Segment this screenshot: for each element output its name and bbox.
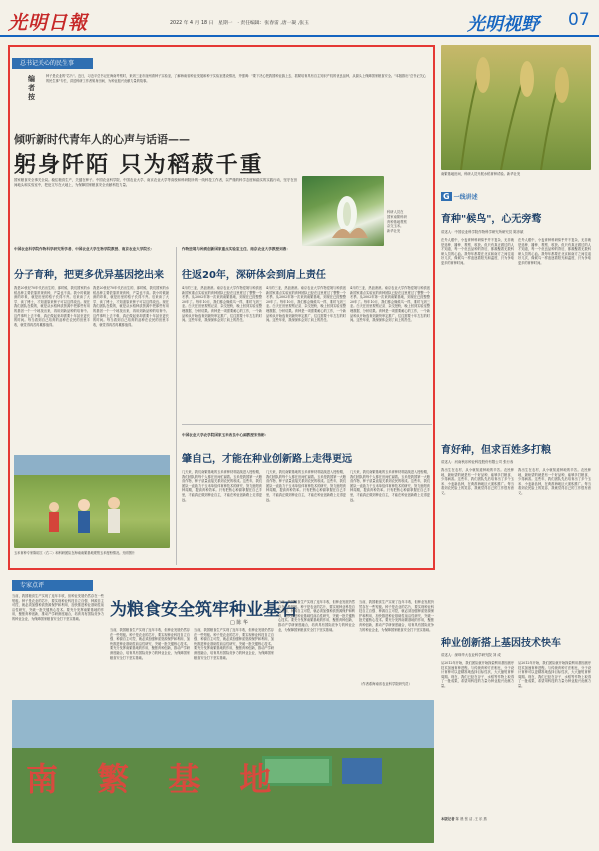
feature-intro: 国家粮食安全事关全局。稳住粮食生产，关键在种子。中国农业科学院、中国农业大学、南京农业大学等高校和科研院所的一线科技工作者，以严谨的科学态度和踏实的实践行动，坚守在田间地头和实验室中，把论文写在大地上，为保障国家粮食安全贡献科技力量。	[14, 178, 297, 188]
date-line: 2022 年 4 月 18 日 星期一 · 责任编辑：张春雷 ,唐一凝 ,张玉	[170, 21, 309, 26]
art3-body-col1: 从2012年开始，我们团队就开始探索利用基因测序技术加速育种进程。与传统育种方法相比，分子设计育种可以更精准地选择目标性状，大大缩短育种周期。现在，我们已经在谷子、水稻等作物上取得了一批成果，希望用科技的力量为种业振兴贡献力量。	[441, 661, 514, 688]
corn-photo	[302, 176, 384, 246]
feature-headline: 躬身阡陌 只为稻菽千重	[14, 153, 264, 178]
rice-photo-caption: 南繁基地田间，科研人员开展水稻育种试验。新华社发	[441, 172, 521, 176]
page-number: 07	[568, 10, 590, 30]
bottom-ending-note: （作者系海南省农业科学院研究员）	[359, 682, 412, 686]
expert-column-tag: 专家点评	[12, 580, 93, 591]
bottom-body-col5: 当前，我国粮食生产实现了连年丰收，但种业发展仍然存在一些短板。种子是农业的芯片，要实现种业科技自立自强、种源自主可控，就必须加强种质资源保护和利用，加快推进种业基础性前沿性研究，突破一批关键核心技术。要充分发挥南繁基地的作用，聚焦育种创新，推动产学研深度融合，培育具有国际竞争力的种业企业，为保障国家粮食安全打下坚实基础。	[359, 600, 434, 632]
bottom-headline: 为粮食安全筑牢种业基石	[110, 600, 297, 620]
feature-kicker: 倾听新时代青年人的心声与话语——	[14, 133, 190, 146]
bottom-body-col2: 当前，我国粮食生产实现了连年丰收，但种业发展仍然存在一些短板。种子是农业的芯片，要实现种业科技自立自强、种源自主可控，就必须加强种质资源保护和利用，加快推进种业基础性前沿性研究，突破一批关键核心技术。要充分发挥南繁基地的作用，聚焦育种创新，推动产学研深度融合，培育具有国际竞争力的种业企业，为保障国家粮食安全打下坚实基础。	[110, 628, 190, 660]
series-label: 一线讲述	[453, 194, 478, 201]
staff-names: 陈 晨 张 洁 ,王 乐 燕	[455, 817, 487, 821]
rice-photo-illustration	[441, 45, 591, 170]
header-rule	[0, 35, 599, 37]
art3-body-col2: 从2012年开始，我们团队就开始探索利用基因测序技术加速育种进程。与传统育种方法相比，分子设计育种可以更精准地选择目标性状，大大缩短育种周期。现在，我们已经在谷子、水稻等作物上取得了一批成果，希望用科技的力量为种业振兴贡献力量。	[518, 661, 591, 688]
left-intro: 中国农业科学院作物科学研究所学者、中国农业大学生物学院教授、南京农业大学院长：	[14, 247, 155, 251]
mid-body-col1: 4月的三亚，热浪滚滚。南京农业大学作物逆境与种质创新国家重点实验室的育种团队已经在这里度过了整整一个冬季。从2002年第一次来到南繁基地，到现在已经整整20年了。每年10月，我们都会像候鸟一样，准时飞到三亚。白天在田里观察记录、杂交授粉，晚上回到实验室整理数据、分析结果。育种是一项需要耐心的工作，一个新品种从开始选育到最终审定推广，往往需要十年左右的时间。这些年来，我深深体会到了肩上的责任。	[182, 286, 262, 323]
series-heading	[441, 192, 478, 202]
art1-title: 育种"候鸟"，心无旁骛	[441, 214, 542, 225]
lower-title: 肇自己，才能在种业创新路上走得更远	[182, 454, 352, 465]
left-body-col2: 我是20世纪70年代后出生的，那时候，我们国家的水稻品种主要依靠常规育种，产量也不高。我小时候最深的印象，就是田里的稻子长得不齐。后来读了大学、读了博士，才知道原来种子可以这样改良。现在我们团队在做的，就是从水稻种质资源中把那些有用的基因一个一个地找出来，再用到新品种的培育中。这件事听上去不难，真正做起来却需要十年甚至更长的时间。每当看到自己培育的品种在农民的田里丰收，就觉得再苦再累都值得。	[93, 286, 169, 327]
section-divider	[182, 424, 432, 425]
left-title: 分子育种，把更多优异基因挖出来	[14, 270, 164, 281]
column-tag: 总书记关心的民生事	[12, 58, 93, 69]
art1-byline: 讲述人：中国农业科学院作物科学研究所研究员 陈彦斌	[441, 230, 524, 234]
mid-body-col2: 4月的三亚，热浪滚滚。南京农业大学作物逆境与种质创新国家重点实验室的育种团队已经在这里度过了整整一个冬季。从2002年第一次来到南繁基地，到现在已经整整20年了。每年10月，我们都会像候鸟一样，准时飞到三亚。白天在田里观察记录、杂交授粉，晚上回到实验室整理数据、分析结果。育种是一项需要耐心的工作，一个新品种从开始选育到最终审定推广，往往需要十年左右的时间。这些年来，我深深体会到了肩上的责任。	[266, 286, 346, 323]
editor-note: 种子是农业的"芯片"。近日，习近平总书记在海南考察时，来到三亚市崖州湾种子实验室，了解海南省种业发展和种子实验室建设情况，并强调："要下决心把我国种业搞上去，抓紧培育具有自主知识产权的优良品种，从源头上保障国家粮食安全。"本版推出"总书记关心的民生事"专栏，讲述科研工作者躬身田间、为种业振兴贡献力量的故事。	[46, 74, 426, 83]
lower-body-col1: 几天来，我们南繁基地的玉米育种材料陆续进入授粉期，我们团队的每个人都在田间忙碌着。玉米是我国第一大粮食作物，种子质量直接关系到农民的收成。这些年，我们团队一直致力于玉米单倍体育种技术的研究，努力缩短育种周期，提高育种效率。只有把核心种源掌握在自己手里，才能真正做到种业自主，才能在种业创新路上走得更远。	[182, 470, 262, 502]
newspaper-logo: 光明日報	[8, 12, 89, 34]
staff-label: 本版记者	[441, 817, 455, 821]
field-photo-illustration	[14, 455, 170, 548]
editor-label: 编 者 按	[28, 74, 35, 101]
left-body-col1: 我是20世纪70年代后出生的，那时候，我们国家的水稻品种主要依靠常规育种，产量也不高。我小时候最深的印象，就是田里的稻子长得不齐。后来读了大学、读了博士，才知道原来种子可以这样改良。现在我们团队在做的，就是从水稻种质资源中把那些有用的基因一个一个地找出来，再用到新品种的培育中。这件事听上去不难，真正做起来却需要十年甚至更长的时间。每当看到自己培育的品种在农民的田里丰收，就觉得再苦再累都值得。	[14, 286, 90, 327]
bottom-byline: □ 陈 华	[230, 620, 248, 626]
bottom-body-col1: 当前，我国粮食生产实现了连年丰收，但种业发展仍然存在一些短板。种子是农业的芯片，要实现种业科技自立自强、种源自主可控，就必须加强种质资源保护和利用，加快推进种业基础性前沿性研究，突破一批关键核心技术。要充分发挥南繁基地的作用，聚焦育种创新，推动产学研深度融合，培育具有国际竞争力的种业企业，为保障国家粮食安全打下坚实基础。	[12, 594, 104, 621]
art2-title: 育好种，但求百姓多打粮	[441, 445, 551, 456]
rice-photo	[441, 45, 591, 170]
art1-body-col2: 在外人眼中，小麦育种科研似乎并不复杂，无非就是选种、播种、观察、收获。但只有真正做过的人才知道，每一个优良品种的背后，都凝聚着无数科研人员的心血。我每年都要在北京和南方之间往返好几次，像候鸟一样追逐着阳光和温度，只为争取更多的育种时间。	[518, 238, 591, 265]
mid-body-col3: 4月的三亚，热浪滚滚。南京农业大学作物逆境与种质创新国家重点实验室的育种团队已经在这里度过了整整一个冬季。从2002年第一次来到南繁基地，到现在已经整整20年了。每年10月，我们都会像候鸟一样，准时飞到三亚。白天在田里观察记录、杂交授粉，晚上回到实验室整理数据、分析结果。育种是一项需要耐心的工作，一个新品种从开始选育到最终审定推广，往往需要十年左右的时间。这些年来，我深深体会到了肩上的责任。	[350, 286, 430, 323]
bottom-body-col3: 当前，我国粮食生产实现了连年丰收，但种业发展仍然存在一些短板。种子是农业的芯片，要实现种业科技自立自强、种源自主可控，就必须加强种质资源保护和利用，加快推进种业基础性前沿性研究，突破一批关键核心技术。要充分发挥南繁基地的作用，聚焦育种创新，推动产学研深度融合，培育具有国际竞争力的种业企业，为保障国家粮食安全打下坚实基础。	[194, 628, 274, 660]
banner-text: 南 繁 基 地	[26, 760, 286, 798]
masthead	[0, 0, 599, 38]
section-title: 光明视野	[467, 14, 539, 35]
art2-byline: 讲述人：河南秋乐种业科技股份有限公司 张行寿	[441, 460, 514, 464]
art2-body-col2: 我出生在农村，从小就知道种地的辛苦。农民种地，最盼望的就是有一个好品种，能够多打粮食、少得病害。这些年，我们团队先后培育出了多个玉米、小麦新品种，在黄淮海地区大面积推广。每当看到农民脸上的笑容，我就觉得自己的工作很有意义。	[518, 468, 591, 495]
nanfan-base-photo	[12, 700, 434, 843]
art2-body-col1: 我出生在农村，从小就知道种地的辛苦。农民种地，最盼望的就是有一个好品种，能够多打粮食、少得病害。这些年，我们团队先后培育出了多个玉米、小麦新品种，在黄淮海地区大面积推广。每当看到农民脸上的笑容，我就觉得自己的工作很有意义。	[441, 468, 514, 495]
art1-body-col1: 在外人眼中，小麦育种科研似乎并不复杂，无非就是选种、播种、观察、收获。但只有真正做过的人才知道，每一个优良品种的背后，都凝聚着无数科研人员的心血。我每年都要在北京和南方之间往返好几次，像候鸟一样追逐着阳光和温度，只为争取更多的育种时间。	[441, 238, 514, 265]
mid-title: 往返20年，深研体会到肩上责任	[182, 270, 326, 281]
mid-intro: 作物逆境与种质创新国家重点实验室主任、南京农业大学教授刘燕：	[182, 247, 290, 251]
bottom-body-col4: 当前，我国粮食生产实现了连年丰收，但种业发展仍然存在一些短板。种子是农业的芯片，要实现种业科技自立自强、种源自主可控，就必须加强种质资源保护和利用，加快推进种业基础性前沿性研究，突破一批关键核心技术。要充分发挥南繁基地的作用，聚焦育种创新，推动产学研深度融合，培育具有国际竞争力的种业企业，为保障国家粮食安全打下坚实基础。	[278, 600, 355, 632]
lower-body-col2: 几天来，我们南繁基地的玉米育种材料陆续进入授粉期，我们团队的每个人都在田间忙碌着。玉米是我国第一大粮食作物，种子质量直接关系到农民的收成。这些年，我们团队一直致力于玉米单倍体育种技术的研究，努力缩短育种周期，提高育种效率。只有把核心种源掌握在自己手里，才能真正做到种业自主，才能在种业创新路上走得更远。	[266, 470, 346, 502]
g-badge: G	[443, 192, 450, 201]
column-divider	[176, 247, 177, 565]
staff-box	[441, 817, 591, 845]
lower-intro: 中国农业大学农学院国家玉米改良中心副教授宋伟彬：	[182, 433, 269, 437]
lower-body-col3: 几天来，我们南繁基地的玉米育种材料陆续进入授粉期，我们团队的每个人都在田间忙碌着。玉米是我国第一大粮食作物，种子质量直接关系到农民的收成。这些年，我们团队一直致力于玉米单倍体育种技术的研究，努力缩短育种周期，提高育种效率。只有把核心种源掌握在自己手里，才能真正做到种业自主，才能在种业创新路上走得更远。	[350, 470, 430, 502]
art3-byline: 讲述人：深圳华大农业科学研究院 刘 成	[441, 653, 501, 657]
corn-photo-illustration	[302, 176, 384, 246]
photo-caption-left: 玉米育种专家陈绍江（右二）和科研团队在海南南繁基地观察玉米授粉情况。光明图片	[14, 551, 136, 555]
field-photo	[14, 455, 170, 548]
art3-title: 种业创新搭上基因技术快车	[441, 638, 561, 649]
photo-caption-right: 科研人员在 国家南繁科研 育种基地观察 杂交玉米。 新华社发	[387, 210, 407, 234]
